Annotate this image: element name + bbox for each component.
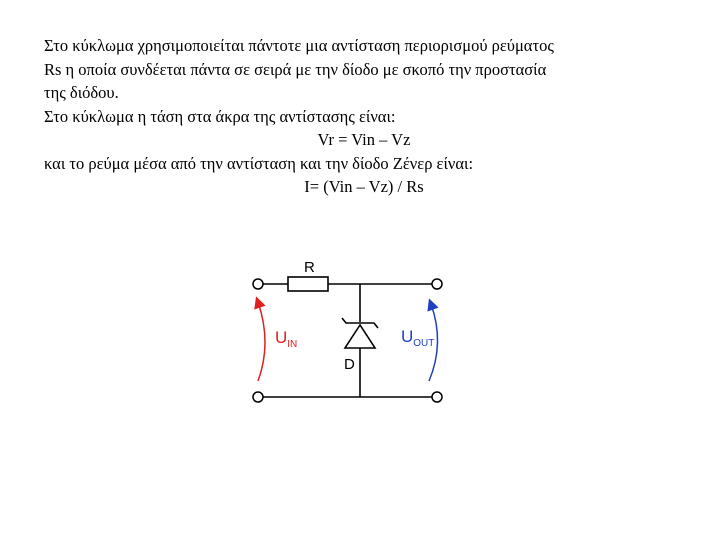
terminal-out-top: [432, 279, 442, 289]
formula-voltage-resistor: Vr = Vin – Vz: [317, 130, 411, 149]
output-voltage-label: [401, 327, 434, 349]
explanation-text: [44, 34, 684, 199]
formula-current: I= (Vin – Vz) / Rs: [304, 177, 424, 196]
text-line-1: Στο κύκλωμα χρησιμοποιείται πάντοτε μια αντίσταση περιορισμού ρεύματος: [44, 36, 554, 55]
input-voltage-label: [275, 328, 297, 350]
text-line-2: Rs η οποία συνδέεται πάντα σε σειρά με την δίοδο με σκοπό την προστασία: [44, 59, 547, 79]
text-line-6: και το ρεύμα μέσα από την αντίσταση και την δίοδο Ζένερ είναι:: [44, 153, 474, 173]
terminal-in-top: [253, 279, 263, 289]
diode-triangle: [345, 325, 375, 348]
zener-diode-symbol: [342, 318, 378, 348]
text-line-4: Στο κύκλωμα η τάση στα άκρα της αντίστασης είναι:: [44, 106, 396, 126]
input-voltage-arrow: [258, 302, 265, 381]
resistor-label: R: [304, 259, 315, 276]
terminal-out-bottom: [432, 392, 442, 402]
terminal-in-bottom: [253, 392, 263, 402]
output-voltage-symbol: U: [401, 327, 414, 346]
input-voltage-symbol: U: [275, 328, 288, 347]
text-line-3: της διόδου.: [44, 83, 119, 102]
resistor-symbol: [288, 277, 328, 291]
output-voltage-subscript: OUT: [413, 338, 435, 349]
diode-label: D: [344, 356, 355, 373]
input-voltage-subscript: IN: [287, 339, 298, 350]
zener-circuit-diagram: [238, 248, 460, 418]
